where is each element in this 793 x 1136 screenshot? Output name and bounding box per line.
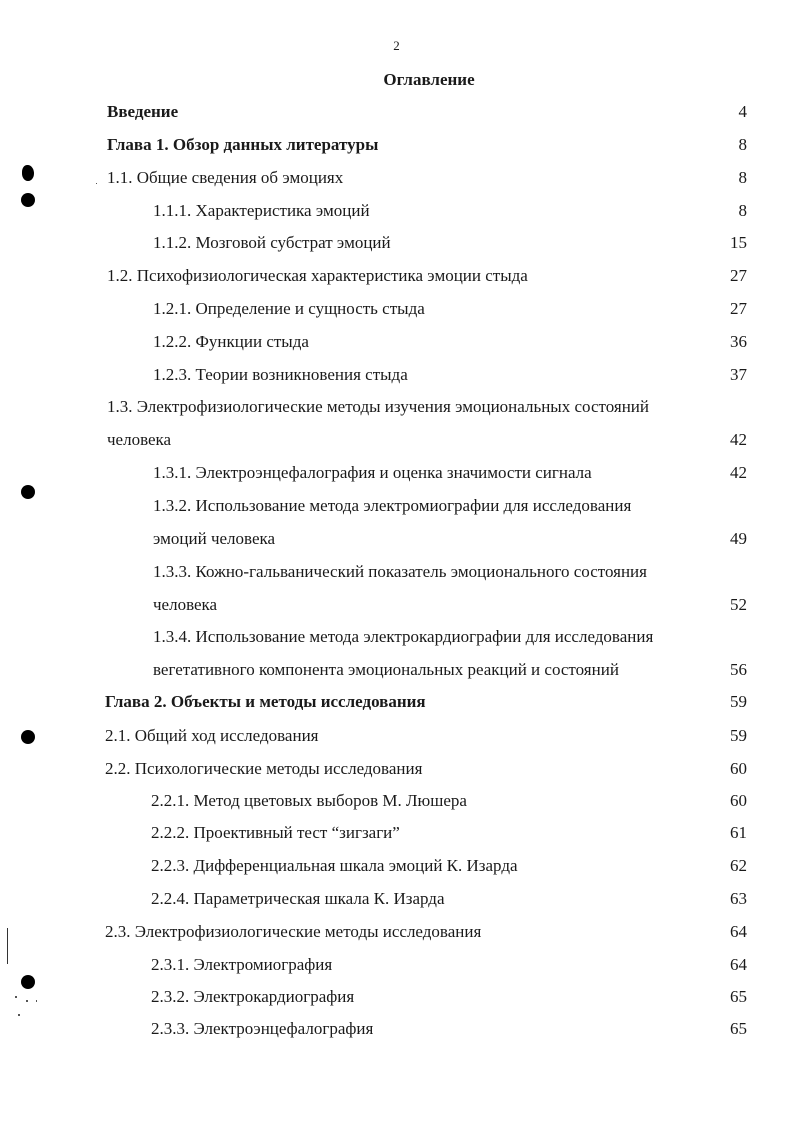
toc-entry: 2.2.3. Дифференциальная шкала эмоций К. Изарда: [151, 856, 518, 875]
margin-speck: [26, 1000, 28, 1002]
toc-entry: 2.2.4. Параметрическая шкала К. Изарда: [151, 889, 445, 908]
toc-page-number: 27: [730, 299, 747, 318]
toc-entry: 2.2.1. Метод цветовых выборов М. Люшера: [151, 791, 467, 810]
toc-page-number: 64: [730, 955, 747, 974]
toc-page-number: 42: [730, 463, 747, 482]
toc-page-number: 36: [730, 332, 747, 351]
margin-line: [7, 928, 8, 964]
toc-page-number: 56: [730, 660, 747, 679]
toc-page-number: 49: [730, 529, 747, 548]
toc-entry: 2.1. Общий ход исследования: [105, 726, 319, 745]
page-number: 2: [393, 38, 400, 53]
toc-entry: 2.3.1. Электромиография: [151, 955, 333, 974]
toc-entry: 1.2.2. Функции стыда: [153, 332, 309, 351]
toc-entry: 1.2. Психофизиологическая характеристика эмоции стыда: [107, 266, 528, 285]
toc-page-number: 65: [730, 987, 747, 1006]
toc-page-number: 52: [730, 595, 747, 614]
toc-entry: 1.2.3. Теории возникновения стыда: [153, 365, 408, 384]
toc-page-number: 8: [738, 135, 747, 154]
toc-page-number: 59: [730, 726, 747, 745]
margin-speck: [15, 996, 17, 998]
toc-page-number: 42: [730, 430, 747, 449]
toc-page-number: 65: [730, 1019, 747, 1038]
toc-page-number: 8: [738, 168, 747, 187]
toc-entry: 1.1. Общие сведения об эмоциях: [107, 168, 344, 187]
toc-page-number: 4: [738, 102, 747, 121]
punch-hole: [21, 730, 35, 744]
toc-page-number: 60: [730, 791, 747, 810]
toc-entry: 1.3.4. Использование метода электрокардиографии для исследования: [153, 627, 654, 646]
toc-page-number: 59: [730, 692, 747, 711]
toc-entry: человека: [107, 430, 172, 449]
toc-entry: Глава 2. Объекты и методы исследования: [105, 692, 426, 711]
toc-entry: 2.2.2. Проективный тест “зигзаги”: [151, 823, 400, 842]
toc-entry: 1.2.1. Определение и сущность стыда: [153, 299, 425, 318]
toc-page-number: 62: [730, 856, 747, 875]
punch-hole: [21, 975, 35, 989]
punch-hole: [21, 193, 35, 207]
toc-entry: 2.3.2. Электрокардиография: [151, 987, 355, 1006]
toc-entry: 1.3.1. Электроэнцефалография и оценка значимости сигнала: [153, 463, 592, 482]
toc-page-number: 63: [730, 889, 747, 908]
toc-page-number: 64: [730, 922, 747, 941]
toc-entry: 1.3. Электрофизиологические методы изучения эмоциональных состояний: [107, 397, 649, 416]
toc-page-number: 37: [730, 365, 747, 384]
toc-entry: 1.3.3. Кожно-гальванический показатель эмоционального состояния: [153, 562, 647, 581]
toc-page-number: 8: [738, 201, 747, 220]
toc-page-number: 27: [730, 266, 747, 285]
toc-entry: человека: [153, 595, 218, 614]
toc-entry: 1.3.2. Использование метода электромиографии для исследования: [153, 496, 632, 515]
margin-speck: [18, 1014, 20, 1016]
toc-entry: 1.1.1. Характеристика эмоций: [153, 201, 370, 220]
toc-entry: вегетативного компонента эмоциональных реакций и состояний: [153, 660, 619, 679]
toc-entry: 2.3.3. Электроэнцефалография: [151, 1019, 374, 1038]
margin-speck: [96, 183, 97, 184]
toc-entry: Введение: [107, 102, 179, 121]
punch-hole: [22, 165, 34, 181]
toc-title: Оглавление: [383, 70, 475, 89]
toc-page-number: 15: [730, 233, 747, 252]
margin-speck: [36, 1000, 37, 1002]
toc-page-number: 61: [730, 823, 747, 842]
toc-entry: 2.2. Психологические методы исследования: [105, 759, 423, 778]
toc-page-number: 60: [730, 759, 747, 778]
punch-hole: [21, 485, 35, 499]
toc-entry: Глава 1. Обзор данных литературы: [107, 135, 379, 154]
toc-entry: эмоций человека: [153, 529, 276, 548]
toc-entry: 1.1.2. Мозговой субстрат эмоций: [153, 233, 391, 252]
toc-entry: 2.3. Электрофизиологические методы исследования: [105, 922, 482, 941]
